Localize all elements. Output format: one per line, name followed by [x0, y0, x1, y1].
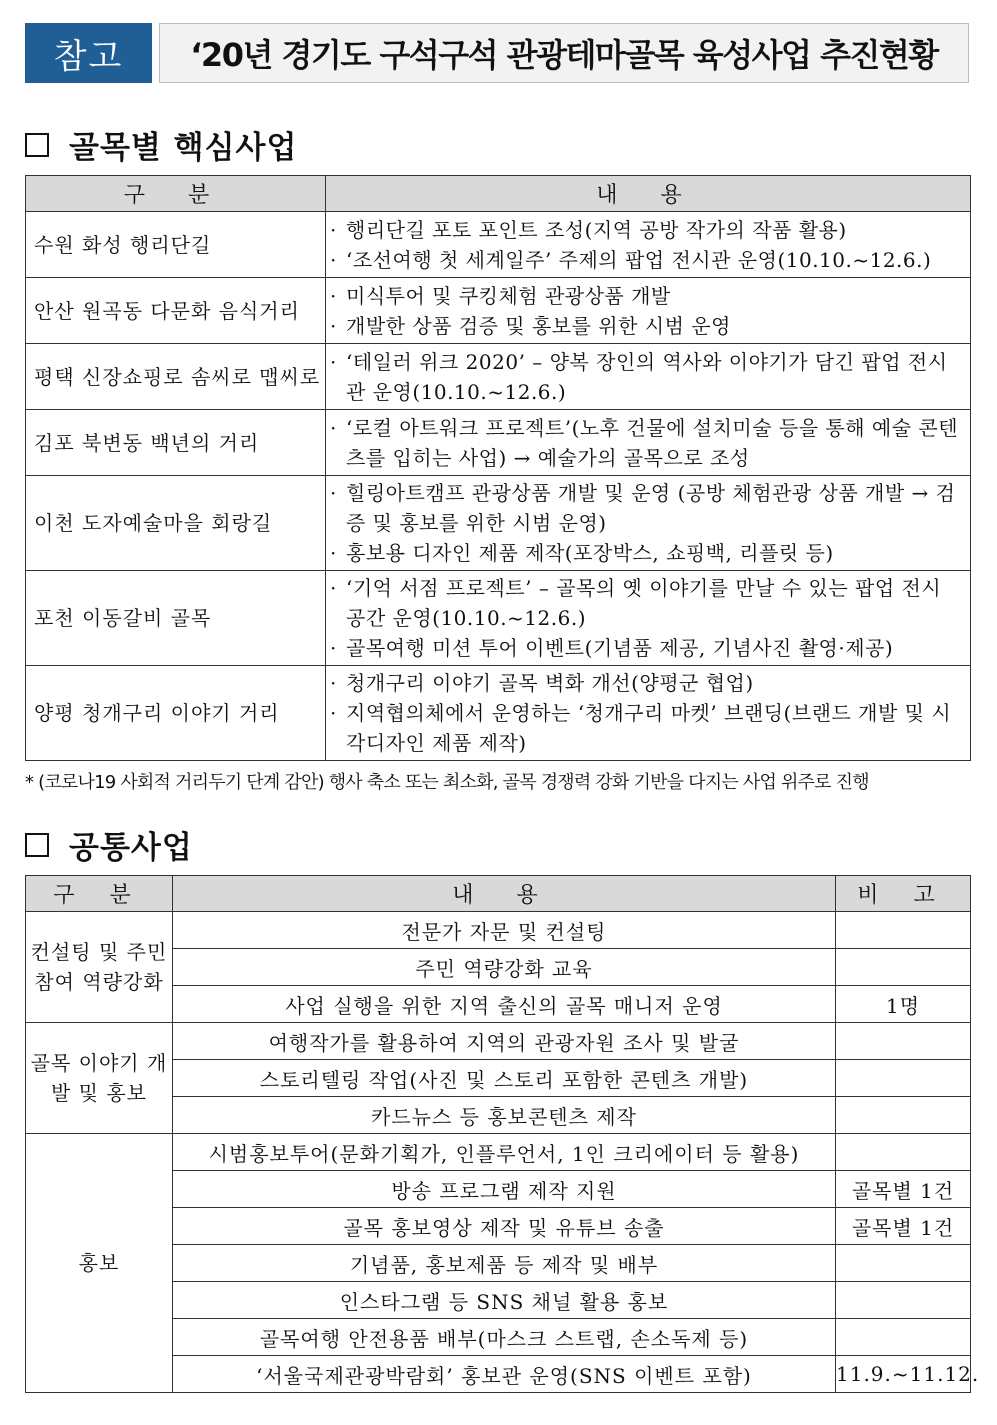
- section-heading-common: [25, 822, 193, 867]
- section-heading-core: [25, 122, 297, 167]
- row-content: 사업 실행을 위한 지역 출신의 골목 매니저 운영: [173, 986, 836, 1023]
- bullet-icon: ·: [330, 541, 337, 565]
- item-text: ‘테일러 위크 2020’ – 양복 장인의 역사와 이야기가 담긴 팝업 전시관 운영(10.10.~12.6.): [346, 349, 948, 404]
- bullet-icon: ·: [330, 576, 337, 600]
- row-category: 포천 이동갈비 골목: [26, 571, 326, 666]
- item-text: 힐링아트캠프 관광상품 개발 및 운영 (공방 체험관광 상품 개발 → 검증 및 홍보를 위한 시범 운영): [346, 481, 956, 535]
- column-header-category: 구 분: [26, 176, 326, 212]
- section-title: 공통사업: [69, 830, 193, 866]
- row-content: 카드뉴스 등 홍보콘텐츠 제작: [173, 1097, 836, 1134]
- row-note: [836, 1134, 971, 1171]
- row-items: [326, 410, 971, 476]
- table-row: [26, 212, 971, 278]
- table-row: [26, 410, 971, 476]
- row-category: 양평 청개구리 이야기 거리: [26, 666, 326, 761]
- row-items: [326, 476, 971, 571]
- row-note: [836, 912, 971, 949]
- row-items: [326, 212, 971, 278]
- table-row: [26, 571, 971, 666]
- item-text: 홍보용 디자인 제품 제작(포장박스, 쇼핑백, 리플릿 등): [346, 541, 834, 565]
- row-note: [836, 1097, 971, 1134]
- table-row: [26, 344, 971, 410]
- list-item: [330, 413, 966, 473]
- row-category: 이천 도자예술마을 회랑길: [26, 476, 326, 571]
- row-content: 시범홍보투어(문화기획가, 인플루언서, 1인 크리에이터 등 활용): [173, 1134, 836, 1171]
- row-content: 방송 프로그램 제작 지원: [173, 1171, 836, 1208]
- table-row: [26, 1023, 971, 1060]
- list-item: [330, 698, 966, 758]
- row-items: [326, 344, 971, 410]
- common-projects-table: [25, 875, 980, 1393]
- section-title: 골목별 핵심사업: [69, 130, 298, 166]
- core-projects-table: [25, 175, 971, 761]
- row-note: 11.9.~11.12.: [836, 1356, 971, 1393]
- table-row: [26, 1134, 971, 1171]
- item-text: 지역협의체에서 운영하는 ‘청개구리 마켓’ 브랜딩(브랜드 개발 및 시각디자인 제품 제작): [346, 701, 952, 755]
- bullet-icon: ·: [330, 481, 337, 505]
- table-row: [26, 666, 971, 761]
- bullet-icon: ·: [330, 415, 337, 440]
- item-text: 개발한 상품 검증 및 홍보를 위한 시범 운영: [346, 313, 731, 338]
- row-content: 스토리텔링 작업(사진 및 스토리 포함한 콘텐츠 개발): [173, 1060, 836, 1097]
- list-item: [330, 478, 966, 538]
- column-header-content: 내 용: [173, 876, 836, 912]
- group-category: 홍보: [26, 1134, 173, 1393]
- row-category: 수원 화성 행리단길: [26, 212, 326, 278]
- table-row: [26, 278, 971, 344]
- list-item: [330, 347, 966, 407]
- title-box: [159, 23, 969, 83]
- item-text: ‘로컬 아트워크 프로젝트’(노후 건물에 설치미술 등을 통해 예술 콘텐츠를 입히는 사업) → 예술가의 골목으로 조성: [346, 415, 959, 470]
- row-note: [836, 1023, 971, 1060]
- table-header-row: [26, 176, 971, 212]
- row-items: [326, 571, 971, 666]
- bullet-icon: ·: [330, 349, 337, 374]
- table-header-row: [26, 876, 971, 912]
- item-text: 청개구리 이야기 골목 벽화 개선(양평군 협업): [346, 671, 754, 695]
- list-item: [330, 538, 966, 568]
- row-content: 인스타그램 등 SNS 채널 활용 홍보: [173, 1282, 836, 1319]
- checkbox-square-icon: [25, 833, 49, 857]
- item-text: ‘기억 서점 프로젝트’ – 골목의 옛 이야기를 만날 수 있는 팝업 전시 공간 운영(10.10.~12.6.): [346, 576, 942, 630]
- row-note: [836, 1060, 971, 1097]
- list-item: [330, 633, 966, 663]
- column-header-note: 비 고: [836, 876, 971, 912]
- row-items: [326, 666, 971, 761]
- row-note: 골목별 1건: [836, 1208, 971, 1245]
- row-content: 골목 홍보영상 제작 및 유튜브 송출: [173, 1208, 836, 1245]
- footnote: * (코로나19 사회적 거리두기 단계 감안) 행사 축소 또는 최소화, 골목 경쟁력 강화 기반을 다지는 사업 위주로 진행: [25, 772, 869, 793]
- checkbox-square-icon: [25, 133, 49, 157]
- row-category: 안산 원곡동 다문화 음식거리: [26, 278, 326, 344]
- list-item: [330, 215, 966, 245]
- row-note: [836, 1319, 971, 1356]
- row-note: [836, 1282, 971, 1319]
- row-note: 1명: [836, 986, 971, 1023]
- column-header-category: 구 분: [26, 876, 173, 912]
- row-content: 주민 역량강화 교육: [173, 949, 836, 986]
- row-content: 여행작가를 활용하여 지역의 관광자원 조사 및 발굴: [173, 1023, 836, 1060]
- group-category: 컨설팅 및 주민참여 역량강화: [26, 912, 173, 1023]
- bullet-icon: ·: [330, 217, 337, 242]
- row-note: 골목별 1건: [836, 1171, 971, 1208]
- list-item: [330, 281, 966, 311]
- bullet-icon: ·: [330, 283, 337, 308]
- item-text: ‘조선여행 첫 세계일주’ 주제의 팝업 전시관 운영(10.10.~12.6.): [346, 247, 932, 272]
- list-item: [330, 573, 966, 633]
- group-category: 골목 이야기 개발 및 홍보: [26, 1023, 173, 1134]
- item-text: 행리단길 포토 포인트 조성(지역 공방 작가의 작품 활용): [346, 217, 847, 242]
- bullet-icon: ·: [330, 671, 337, 695]
- bullet-icon: ·: [330, 247, 337, 272]
- list-item: [330, 668, 966, 698]
- row-items: [326, 278, 971, 344]
- bullet-icon: ·: [330, 701, 337, 725]
- row-content: 전문가 자문 및 컨설팅: [173, 912, 836, 949]
- column-header-content: 내 용: [326, 176, 971, 212]
- row-note: [836, 949, 971, 986]
- item-text: 골목여행 미션 투어 이벤트(기념품 제공, 기념사진 촬영·제공): [346, 636, 894, 660]
- bullet-icon: ·: [330, 636, 337, 660]
- row-category: 평택 신장쇼핑로 솜씨로 맵씨로: [26, 344, 326, 410]
- page-title: ‘20년 경기도 구석구석 관광테마골목 육성사업 추진현황: [190, 36, 938, 74]
- row-content: ‘서울국제관광박람회’ 홍보관 운영(SNS 이벤트 포함): [173, 1356, 836, 1393]
- row-content: 골목여행 안전용품 배부(마스크 스트랩, 손소독제 등): [173, 1319, 836, 1356]
- reference-badge: 참고: [25, 23, 152, 83]
- row-content: 기념품, 홍보제품 등 제작 및 배부: [173, 1245, 836, 1282]
- list-item: [330, 245, 966, 275]
- row-note: [836, 1245, 971, 1282]
- item-text: 미식투어 및 쿠킹체험 관광상품 개발: [346, 283, 671, 308]
- list-item: [330, 311, 966, 341]
- table-row: [26, 476, 971, 571]
- bullet-icon: ·: [330, 313, 337, 338]
- table-row: [26, 912, 971, 949]
- row-category: 김포 북변동 백년의 거리: [26, 410, 326, 476]
